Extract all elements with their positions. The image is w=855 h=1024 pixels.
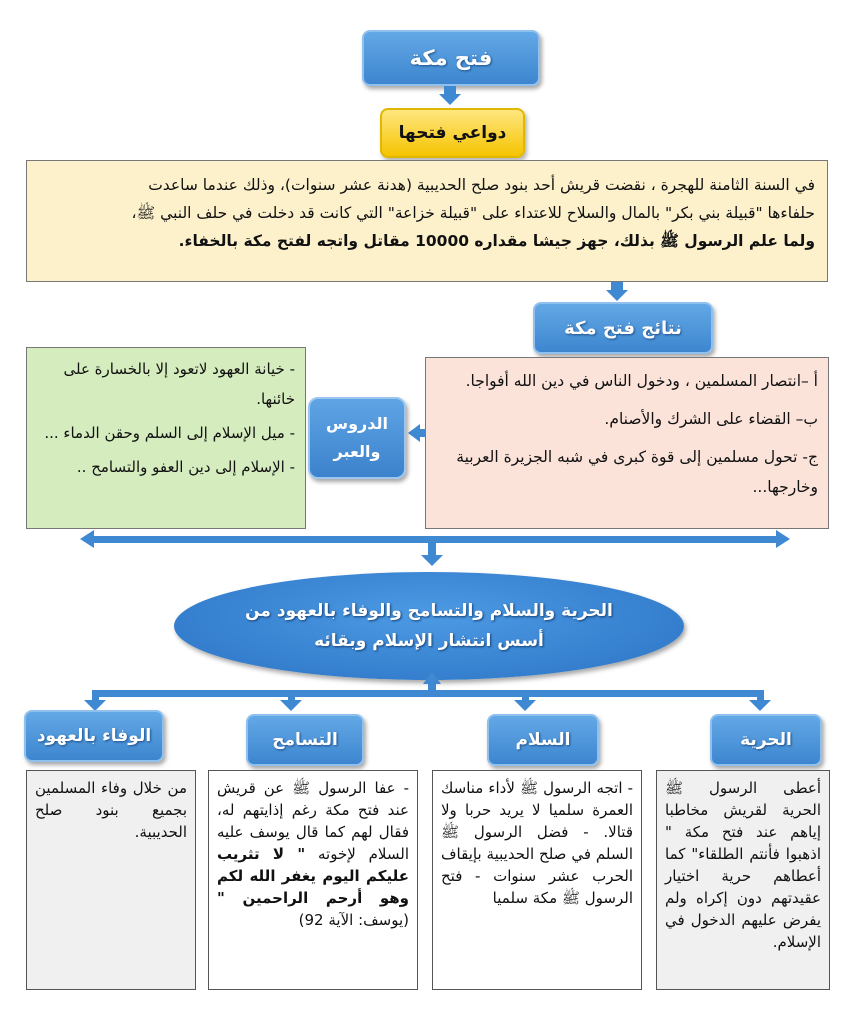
motives-box	[380, 108, 525, 158]
title-text: فتح مكة	[409, 46, 493, 70]
branch-text: أعطى الرسول ﷺ الحرية لقريش مخاطبا إياهم عند فتح مكة " اذهبوا فأنتم الطلقاء" كما أعطاهم حرية اختيار عقيدتهم دون إكراه ولم يفرض عليهم الدخول في الإسلام.	[665, 779, 821, 951]
arrow-left-icon	[80, 530, 94, 548]
background-paragraph	[26, 160, 828, 282]
branch-header-tolerance	[246, 714, 364, 766]
result-item: ب– القضاء على الشرك والأصنام.	[604, 410, 818, 428]
branch-box-tolerance	[208, 770, 418, 990]
connector	[420, 429, 426, 437]
lessons-title-box	[308, 397, 406, 479]
branch-box-freedom	[656, 770, 830, 990]
branch-label: الحرية	[740, 730, 792, 750]
arrow-down-icon	[514, 700, 536, 711]
ellipse-line: الحرية والسلام والتسامح والوفاء بالعهود من	[245, 601, 613, 621]
results-title-box	[533, 302, 713, 354]
results-box	[425, 357, 829, 529]
lesson-item: - الإسلام إلى دين العفو والتسامح ..	[76, 458, 295, 476]
arrow-up-icon	[423, 672, 441, 684]
branch-header-freedom	[710, 714, 822, 766]
quran-quote: " لا تثريب عليكم اليوم يغفر الله لكم وهو أرحم الراحمين "	[217, 845, 409, 907]
branch-box-loyalty	[26, 770, 196, 990]
background-line: ولما علم الرسول ﷺ بذلك، جهز جيشا مقداره 10000 مقاتل واتجه لفتح مكة بالخفاء.	[178, 232, 815, 250]
lesson-item: - خيانة العهود لاتعود إلا بالخسارة على خائنها.	[63, 360, 295, 408]
ellipse-line: أسس انتشار الإسلام وبقائه	[314, 631, 544, 651]
arrow-right-icon	[776, 530, 790, 548]
arrow-down-icon	[606, 290, 628, 301]
lessons-title-line: والعبر	[333, 442, 381, 461]
lessons-box	[26, 347, 306, 529]
motives-text: دواعي فتحها	[398, 123, 507, 143]
background-line: حلفاءها "قبيلة بني بكر" بالمال والسلاح للاعتداء على "قبيلة خزاعة" التي كانت قد دخلت في حلف النبي ﷺ،	[131, 204, 815, 222]
core-principles-ellipse	[174, 572, 684, 680]
connector-bar	[92, 690, 764, 697]
arrow-down-icon	[439, 94, 461, 105]
branch-label: الوفاء بالعهود	[36, 726, 152, 746]
connector	[611, 282, 623, 290]
arrow-down-icon	[421, 555, 443, 566]
branch-text: - اتجه الرسول ﷺ لأداء مناسك العمرة سلميا لا يريد حربا ولا قتالا. - فضل الرسول ﷺ السلم في صلح الحديبية بإيقاف الحرب عشر سنوات - فتح الرسول ﷺ مكة سلميا	[441, 779, 633, 907]
title-box	[362, 30, 540, 86]
branch-label: التسامح	[272, 730, 338, 750]
arrow-down-icon	[749, 700, 771, 711]
connector	[428, 542, 436, 556]
arrow-down-icon	[280, 700, 302, 711]
lesson-item: - ميل الإسلام إلى السلم وحقن الدماء ...	[44, 424, 295, 442]
background-line: في السنة الثامنة للهجرة ، نقضت قريش أحد بنود صلح الحديبية (هدنة عشر سنوات)، وذلك عندما ساعدت	[148, 176, 815, 194]
arrow-left-icon	[408, 424, 420, 442]
branch-header-loyalty	[24, 710, 164, 762]
connector	[444, 86, 456, 94]
quote-reference: (يوسف: الآية 92)	[298, 911, 409, 929]
result-item: أ –انتصار المسلمين ، ودخول الناس في دين الله أفواجا.	[465, 372, 818, 390]
branch-text: من خلال وفاء المسلمين بجميع بنود صلح الحديبية.	[35, 779, 187, 841]
lessons-title-line: الدروس	[326, 414, 388, 433]
result-item: ج- تحول مسلمين إلى قوة كبرى في شبه الجزيرة العربية وخارجها...	[456, 448, 818, 496]
branch-label: السلام	[515, 730, 571, 750]
branch-box-peace	[432, 770, 642, 990]
results-title-text: نتائج فتح مكة	[564, 317, 682, 339]
branch-text: - عفا الرسول ﷺ عن قريش عند فتح مكة رغم إذايتهم له، فقال لهم كما قال يوسف عليه السلام لإخوته	[217, 779, 409, 863]
branch-header-peace	[487, 714, 599, 766]
